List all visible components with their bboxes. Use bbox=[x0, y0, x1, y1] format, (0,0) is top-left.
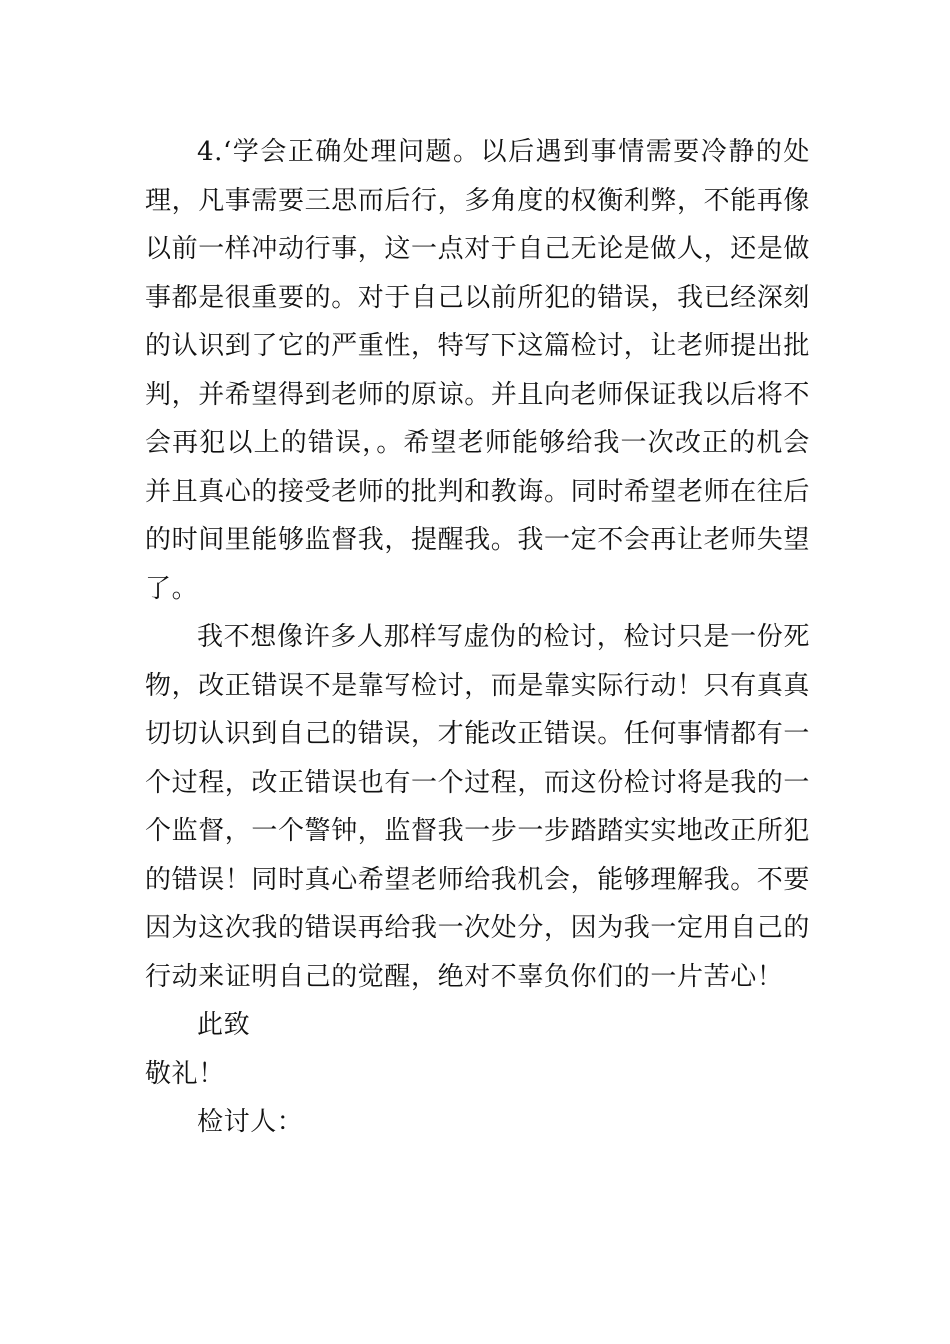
signature-label: 检讨人： bbox=[197, 1107, 304, 1137]
paragraph-2: 我不想像许多人那样写虚伪的检讨，检讨只是一份死物，改正错误不是靠写检讨，而是靠实际行动！只有真真切切认识到自己的错误，才能改正错误。任何事情都有一个过程，改正错误也有一个过程，而这份检讨将是我的一个监督，一个警钟，监督我一步一步踏踏实实地改正所犯的错误！同时真心希望老师给我机会，能够理解我。不要因为这次我的错误再给我一次处分，因为我一定用自己的行动来证明自己的觉醒，绝对不辜负你们的一片苦心！ bbox=[145, 622, 811, 992]
closing-salutation: 此致 bbox=[197, 1010, 251, 1040]
document-body bbox=[145, 128, 810, 1147]
paragraph-1: 4.‘学会正确处理问题。以后遇到事情需要冷静的处理，凡事需要三思而后行，多角度的权衡利弊，不能再像以前一样冲动行事，这一点对于自己无论是做人，还是做事都是很重要的。对于自己以前所犯的错误，我已经深刻的认识到了它的严重性，特写下这篇检讨，让老师提出批判，并希望得到老师的原谅。并且向老师保证我以后将不会再犯以上的错误，。希望老师能够给我一次改正的机会并且真心的接受老师的批判和教诲。同时希望老师在往后的时间里能够监督我，提醒我。我一定不会再让老师失望了。 bbox=[145, 137, 811, 604]
closing-regards: 敬礼！ bbox=[145, 1058, 225, 1089]
